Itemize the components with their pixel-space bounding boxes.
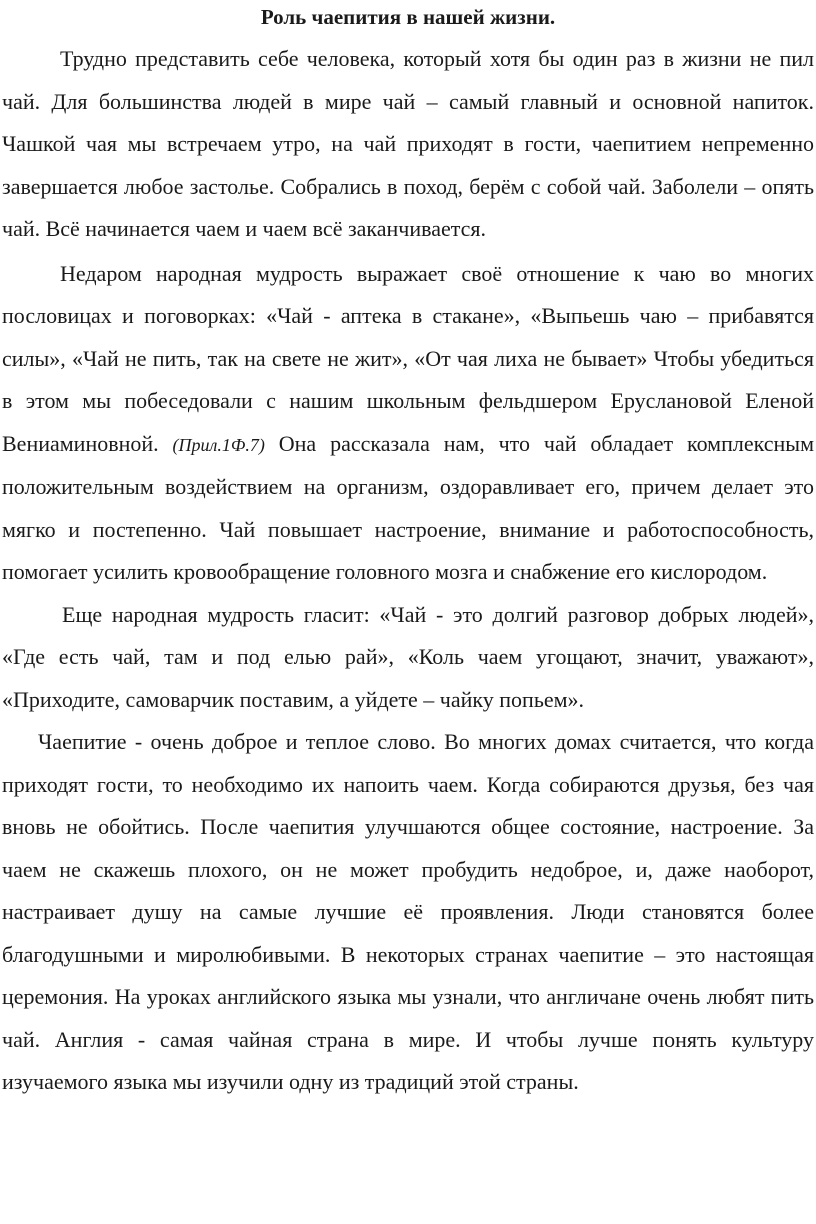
paragraph-3: Еще народная мудрость гласит: «Чай - это долгий разговор добрых людей», «Где есть чай, там и под елью рай», «Коль чаем угощают, значит, уважают», «Приходите, самоварчик поставим, а уйдете – чайку попьем». [2,601,814,712]
paragraph-1: Трудно представить себе человека, который хотя бы один раз в жизни не пил чай. Для большинства людей в мире чай – самый главный и основной напиток. Чашкой чая мы встречаем утро, на чай приходят в гости, чаепитием непременно завершается любое застолье. Собрались в поход, берём с собой чай. Заболели – опять чай. Всё начинается чаем и чаем всё заканчивается. [2,46,814,241]
paragraph-2-text-before: Недаром народная мудрость выражает своё отношение к чаю во многих пословицах и поговорках: «Чай - аптека в стакане», «Выпьешь чаю – прибавятся силы», «Чай не пить, так на свете не жит», «От чая лиха не бывает» Чтобы убедиться в этом мы побеседовали с нашим школьным фельдшером Еруслановой Еленой Вениаминовной. [2,260,814,456]
paragraph-2-text-after: Она рассказала нам, что чай обладает комплексным положительным воздействием на организм, оздоравливает его, причем делает это мягко и постепенно. Чай повышает настроение, внимание и работоспособность, помогает усилить кровообращение головного мозга и снабжение его кислородом. [2,430,814,584]
document-title: Роль чаепития в нашей жизни. [260,5,556,29]
appendix-reference: (Прил.1Ф.7) [172,434,265,455]
paragraph-4: Чаепитие - очень доброе и теплое слово. Во многих домах считается, что когда приходят гости, то необходимо их напоить чаем. Когда собираются друзья, без чая вновь не обойтись. После чаепития улучшаются общее состояние, настроение. За чаем не скажешь плохого, он не может пробудить недоброе, и, даже наоборот, настраивает душу на самые лучшие её проявления. Люди становятся более благодушными и миролюбивыми. В некоторых странах чаепитие – это настоящая церемония. На уроках английского языка мы узнали, что англичане очень любят пить чай. Англия - самая чайная страна в мире. И чтобы лучше понять культуру изучаемого языка мы изучили одну из традиций этой страны. [2,729,814,1094]
paragraph-2 [2,253,814,594]
